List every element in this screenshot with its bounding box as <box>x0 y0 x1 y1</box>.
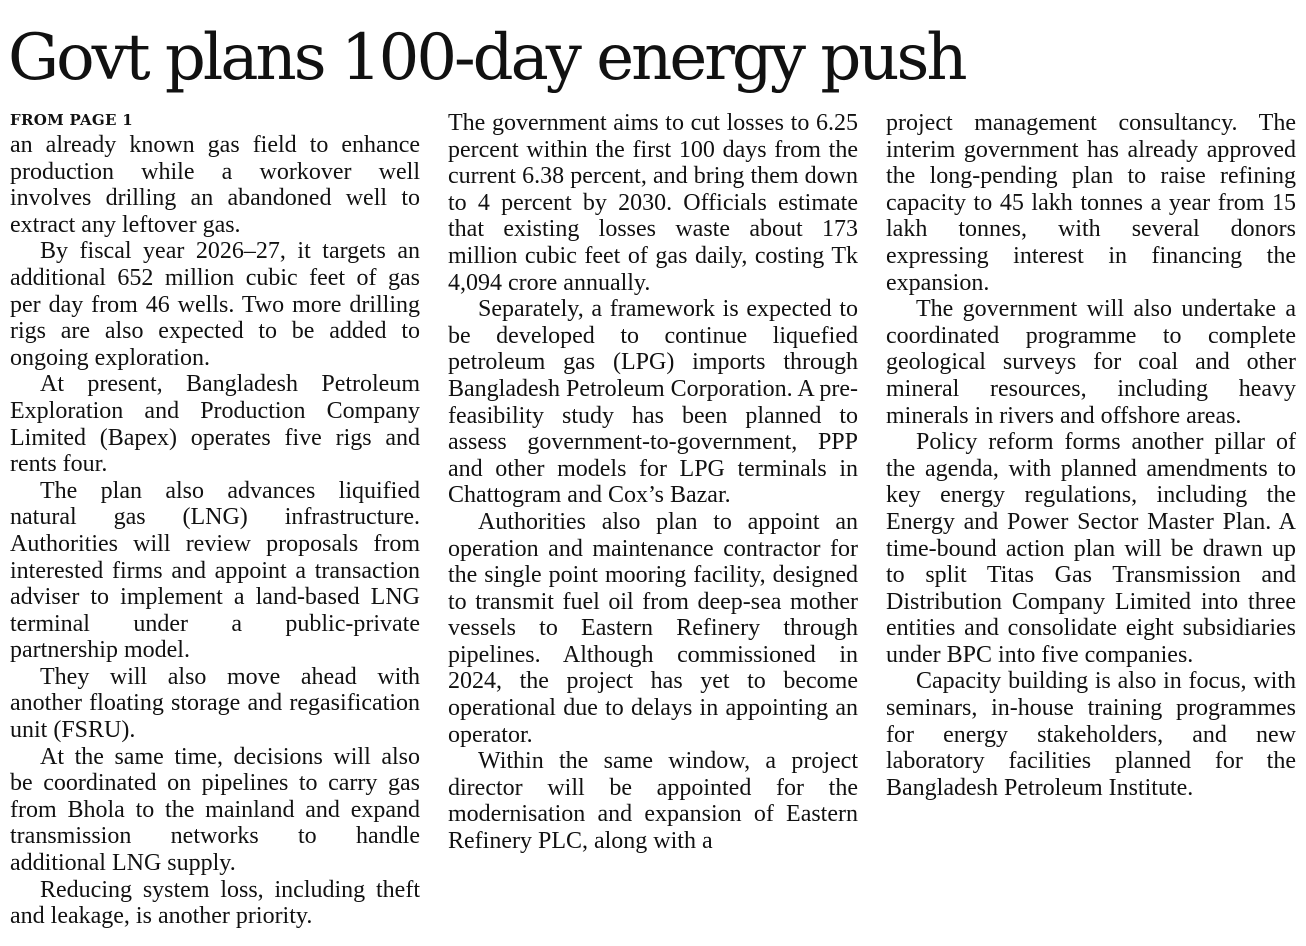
paragraph: Within the same window, a project director will be appointed for the modernisation and expansion of Eastern Refinery PLC, along with a <box>448 748 858 855</box>
paragraph: Reducing system loss, including theft and leakage, is another priority. <box>10 876 420 930</box>
paragraph: The government will also undertake a coordinated programme to complete geological surveys for coal and other mineral resources, including heavy minerals in rivers and offshore areas. <box>886 296 1296 429</box>
paragraph: an already known gas field to enhance production while a workover well involves drilling an abandoned well to extract any leftover gas. <box>10 132 420 238</box>
paragraph: Authorities also plan to appoint an operation and maintenance contractor for the single point mooring facility, designed to transmit fuel oil from deep-sea mother vessels to Eastern Refinery through pipelines. Although commissioned in 2024, the project has yet to become operational due to delays in appointing an operator. <box>448 508 858 748</box>
paragraph: Capacity building is also in focus, with seminars, in-house training programmes for energy stakeholders, and new laboratory facilities planned for the Bangladesh Petroleum Institute. <box>886 668 1296 801</box>
article-column-1 <box>10 108 420 930</box>
paragraph: Policy reform forms another pillar of the agenda, with planned amendments to key energy regulations, including the Energy and Power Sector Master Plan. A time-bound action plan will be drawn up to split Titas Gas Transmission and Distribution Company Limited into three entities and consolidate eight subsidiaries under BPC into five companies. <box>886 429 1296 668</box>
paragraph: At present, Bangladesh Petroleum Exploration and Production Company Limited (Bapex) operates five rigs and rents four. <box>10 371 420 478</box>
paragraph: At the same time, decisions will also be coordinated on pipelines to carry gas from Bhola to the mainland and expand transmission networks to handle additional LNG supply. <box>10 743 420 877</box>
continuation-kicker: FROM PAGE 1 <box>10 111 134 129</box>
paragraph: project management consultancy. The interim government has already approved the long-pending plan to raise refining capacity to 45 lakh tonnes a year from 15 lakh tonnes, with several donors expressing interest in financing the expansion. <box>886 110 1296 296</box>
paragraph: They will also move ahead with another floating storage and regasification unit (FSRU). <box>10 663 420 744</box>
paragraph: Separately, a framework is expected to be developed to continue liquefied petroleum gas (LPG) imports through Bangladesh Petroleum Corporation. A pre-feasibility study has been planned to assess government-to-government, PPP and other models for LPG terminals in Chattogram and Cox’s Bazar. <box>448 296 858 509</box>
article-column-2 <box>448 110 858 855</box>
article-column-3 <box>886 110 1296 801</box>
paragraph: By fiscal year 2026–27, it targets an additional 652 million cubic feet of gas per day from 46 wells. Two more drilling rigs are also expected to be added to ongoing exploration. <box>10 238 420 371</box>
paragraph: The government aims to cut losses to 6.25 percent within the first 100 days from the current 6.38 percent, and bring them down to 4 percent by 2030. Officials estimate that existing losses waste about 173 million cubic feet of gas daily, costing Tk 4,094 crore annually. <box>448 110 858 296</box>
paragraph: The plan also advances liquified natural gas (LNG) infrastructure. Authorities will review proposals from interested firms and appoint a transaction adviser to implement a land-based LNG terminal under a public-private partnership model. <box>10 477 420 664</box>
headline: Govt plans 100-day energy push <box>8 21 965 95</box>
